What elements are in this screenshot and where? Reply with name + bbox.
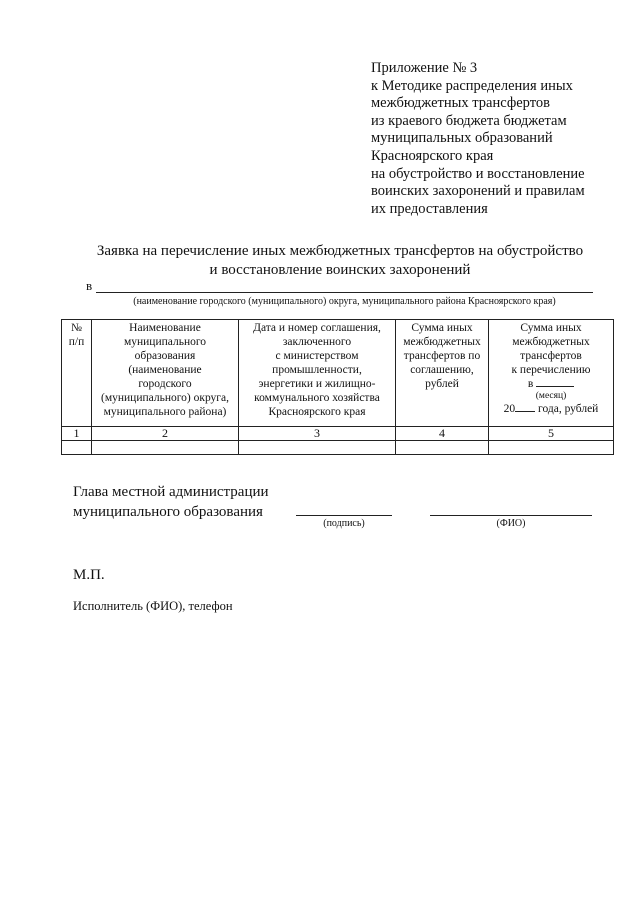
appendix-line: на обустройство и восстановление [371,165,585,182]
title-line-2: и восстановление воинских захоронений [209,262,471,278]
column-number: 3 [239,427,396,441]
appendix-line: к Методике распределения иных [371,77,573,94]
table-cell[interactable] [92,441,239,455]
table-number-row [62,427,614,441]
header-transfer-sum: Сумма иных межбюджетных трансфертов к перечислению в (месяц) 20 года, рублей [489,320,614,427]
appendix-header [371,60,631,218]
table-cell[interactable] [62,441,92,455]
name-line [430,515,592,516]
year-blank [515,402,535,412]
stamp-place: М.П. [73,567,105,583]
appendix-line: Приложение № 3 [371,60,478,76]
appendix-line: Красноярского края [371,147,494,164]
header-agreement: Дата и номер соглашения, заключенного с министерством промышленности, энергетики и жилищно- коммунального хозяйства Красноярского края [239,320,396,427]
table-cell[interactable] [396,441,489,455]
column-number: 2 [92,427,239,441]
header-municipality: Наименование муниципального образования (наименование городского (муниципального) округа, муниципального района) [92,320,239,427]
document-title [60,242,620,280]
recipient-fill-line [96,292,593,293]
year-suffix: года, рублей [538,403,599,415]
column-number: 1 [62,427,92,441]
month-prefix: в [527,378,534,390]
appendix-line: воинских захоронений и правилам [371,183,585,200]
appendix-line: муниципальных образований [371,130,553,147]
appendix-line: из краевого бюджета бюджетам [371,112,567,129]
month-blank [536,377,574,387]
table-cell[interactable] [239,441,396,455]
header-agreement-sum: Сумма иных межбюджетных трансфертов по соглашению, рублей [396,320,489,427]
name-caption: (ФИО) [496,518,526,529]
title-line-1: Заявка на перечисление иных межбюджетных трансфертов на обустройство [96,243,584,259]
signatory-line-2: муниципального образования [73,504,263,520]
executor-line: Исполнитель (ФИО), телефон [73,599,233,613]
table-header-row [62,320,614,427]
appendix-line: их предоставления [371,200,488,217]
column-number: 4 [396,427,489,441]
year-prefix: 20 [503,403,516,415]
signatory-line-1: Глава местной администрации [73,484,269,500]
month-caption: (месяц) [535,391,567,401]
header-number: № п/п [62,320,92,427]
table-cell[interactable] [489,441,614,455]
column-number: 5 [489,427,614,441]
signature-line [296,515,392,516]
table-row [62,441,614,455]
appendix-line: межбюджетных трансфертов [371,95,550,112]
signature-caption: (подпись) [323,518,365,529]
application-table [61,319,614,455]
recipient-prefix: в [86,278,93,293]
signatory-title [73,482,269,522]
recipient-caption: (наименование городского (муниципального) округа, муниципального района Красноярского края) [133,296,556,307]
